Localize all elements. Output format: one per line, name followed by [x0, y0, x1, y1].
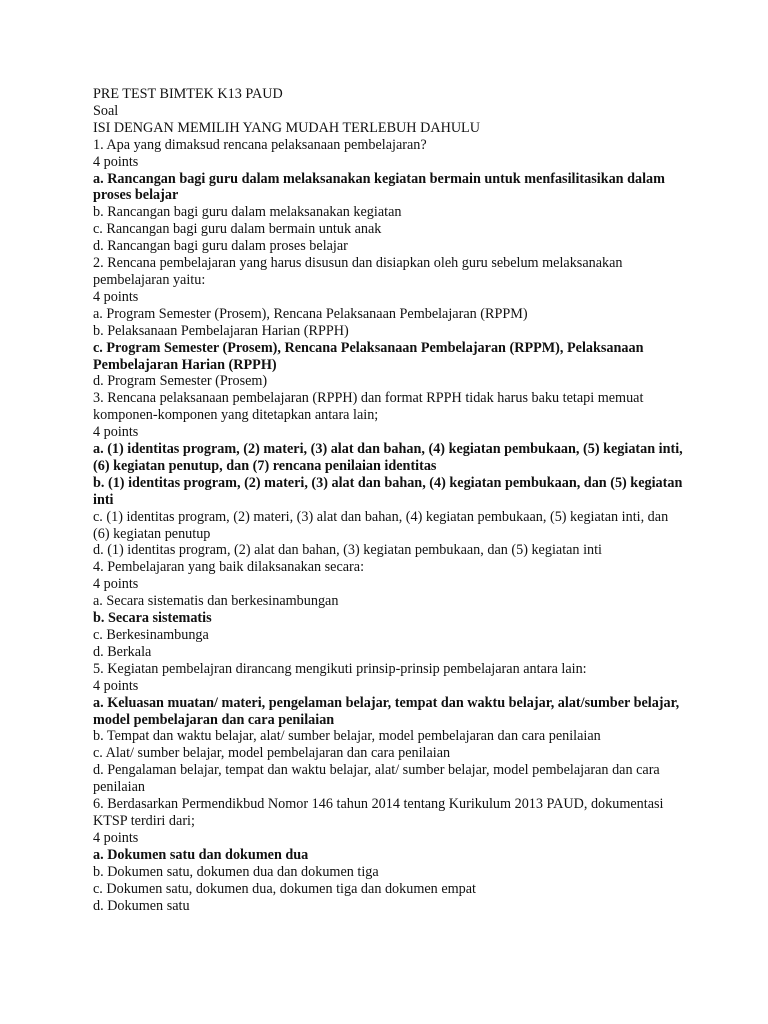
- question-text: 6. Berdasarkan Permendikbud Nomor 146 tahun 2014 tentang Kurikulum 2013 PAUD, dokumentasi KTSP terdiri dari;: [93, 796, 664, 829]
- answer-option-highlighted: a. Keluasan muatan/ materi, pengelaman belajar, tempat dan waktu belajar, alat/sumber belajar, model pembelajaran dan cara penilaian: [93, 694, 680, 728]
- question-points: 4 points: [93, 576, 139, 593]
- question-points: 4 points: [93, 677, 139, 694]
- answer-option-highlighted: a. (1) identitas program, (2) materi, (3) alat dan bahan, (4) kegiatan pembukaan, (5) kegiatan inti, (6) kegiatan penutup, dan (7) rencana penilaian identitas: [93, 441, 683, 474]
- answer-option-highlighted: b. (1) identitas program, (2) materi, (3) alat dan bahan, (4) kegiatan pembukaan, dan (5) kegiatan inti: [93, 474, 683, 508]
- question-points: 4 points: [93, 288, 139, 305]
- answer-option-highlighted: a. Dokumen satu dan dokumen dua: [93, 846, 309, 863]
- question-text: 4. Pembelajaran yang baik dilaksanakan secara:: [93, 559, 365, 576]
- answer-option: b. Rancangan bagi guru dalam melaksanakan kegiatan: [93, 204, 402, 221]
- question-text: 5. Kegiatan pembelajran dirancang mengikuti prinsip-prinsip pembelajaran antara lain:: [93, 660, 587, 677]
- answer-option: c. (1) identitas program, (2) materi, (3) alat dan bahan, (4) kegiatan pembukaan, (5) kegiatan inti, dan (6) kegiatan penutup: [93, 508, 669, 542]
- question-text: 2. Rencana pembelajaran yang harus disusun dan disiapkan oleh guru sebelum melaksanakan pembelajaran yaitu:: [93, 255, 623, 288]
- answer-option: d. Berkala: [93, 643, 152, 660]
- answer-option: c. Rancangan bagi guru dalam bermain untuk anak: [93, 221, 382, 238]
- answer-option: a. Program Semester (Prosem), Rencana Pelaksanaan Pembelajaran (RPPM): [93, 305, 528, 322]
- answer-option: d. Rancangan bagi guru dalam proses belajar: [93, 238, 348, 255]
- answer-option-highlighted: b. Secara sistematis: [93, 610, 212, 627]
- answer-option: a. Secara sistematis dan berkesinambungan: [93, 593, 339, 610]
- answer-option: b. Pelaksanaan Pembelajaran Harian (RPPH): [93, 322, 349, 339]
- question-points: 4 points: [93, 153, 139, 170]
- question-points: 4 points: [93, 424, 139, 441]
- answer-option: c. Dokumen satu, dokumen dua, dokumen tiga dan dokumen empat: [93, 880, 476, 897]
- answer-option: c. Berkesinambunga: [93, 627, 209, 643]
- answer-option-highlighted: a. Rancangan bagi guru dalam melaksanakan kegiatan bermain untuk menfasilitasikan dalam proses belajar: [93, 170, 665, 204]
- question-text: 3. Rencana pelaksanaan pembelajaran (RPPH) dan format RPPH tidak harus baku tetapi memuat komponen-komponen yang ditetapkan antara lain;: [93, 390, 644, 424]
- question-text: 1. Apa yang dimaksud rencana pelaksanaan pembelajaran?: [93, 136, 427, 153]
- instruction-text: ISI DENGAN MEMILIH YANG MUDAH TERLEBUH DAHULU: [93, 119, 480, 136]
- document-title: PRE TEST BIMTEK K13 PAUD: [93, 86, 283, 102]
- answer-option: d. (1) identitas program, (2) alat dan bahan, (3) kegiatan pembukaan, dan (5) kegiatan inti: [93, 542, 602, 559]
- answer-option: b. Tempat dan waktu belajar, alat/ sumber belajar, model pembelajaran dan cara penilaian: [93, 728, 601, 745]
- answer-option: d. Dokumen satu: [93, 897, 190, 914]
- question-points: 4 points: [93, 829, 139, 846]
- document-body: [93, 86, 683, 914]
- answer-option: b. Dokumen satu, dokumen dua dan dokumen tiga: [93, 863, 379, 880]
- section-label: Soal: [93, 102, 119, 119]
- answer-option: c. Alat/ sumber belajar, model pembelajaran dan cara penilaian: [93, 745, 451, 762]
- answer-option-highlighted: c. Program Semester (Prosem), Rencana Pelaksanaan Pembelajaran (RPPM), Pelaksanaan Pembelajaran Harian (RPPH): [93, 339, 644, 373]
- answer-option: d. Program Semester (Prosem): [93, 373, 268, 390]
- answer-option: d. Pengalaman belajar, tempat dan waktu belajar, alat/ sumber belajar, model pembelajaran dan cara penilaian: [93, 762, 660, 796]
